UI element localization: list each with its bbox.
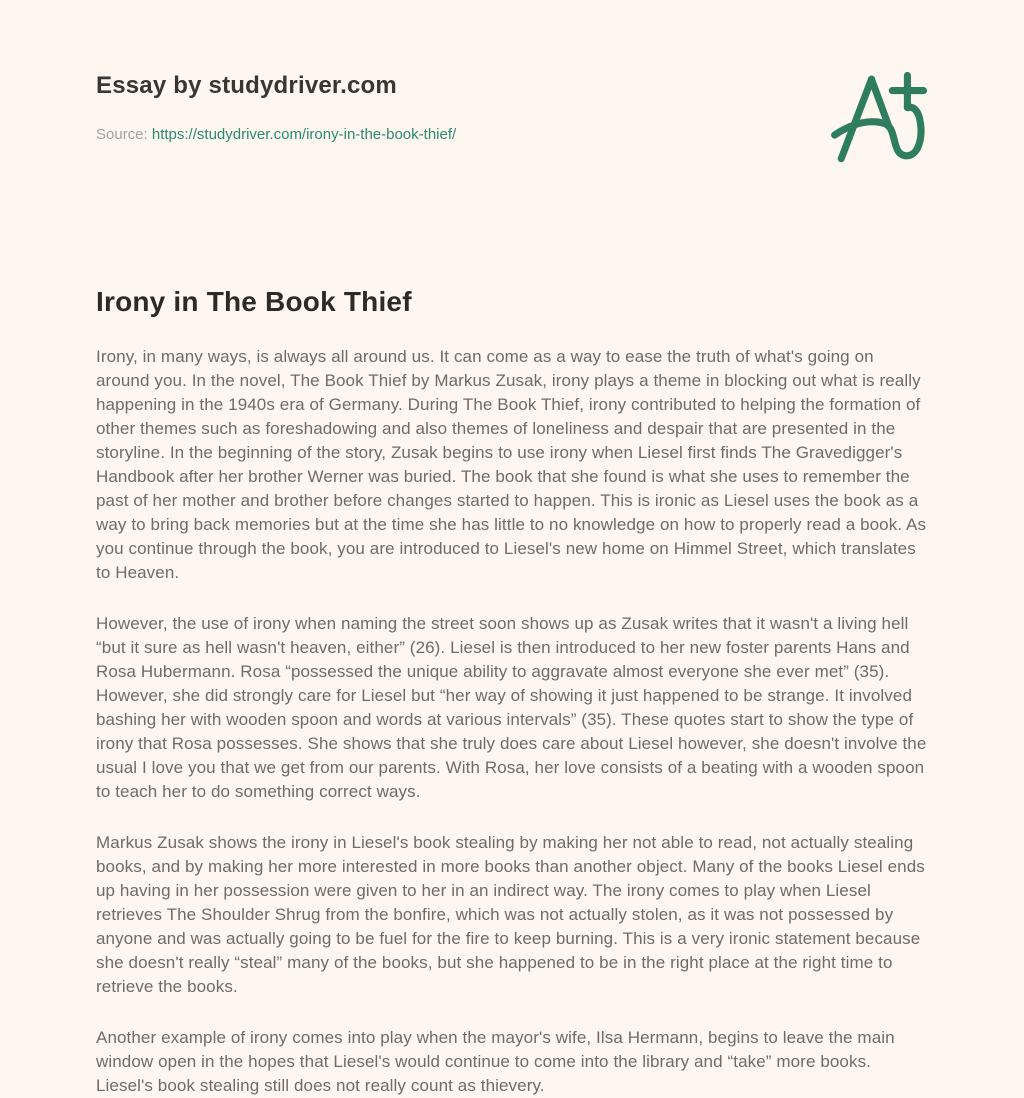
essay-paragraph-1: Irony, in many ways, is always all around us. It can come as a way to ease the truth of what's going on around you. In the novel, The Book Thief by Markus Zusak, irony plays a theme in blocking out what is really happening in the 1940s era of Germany. During The Book Thief, irony contributed to helping the formation of other themes such as foreshadowing and also themes of loneliness and despair that are presented in the storyline. In the beginning of the story, Zusak begins to use irony when Liesel first finds The Gravedigger's Handbook after her brother Werner was buried. The book that she found is what she uses to remember the past of her mother and brother before changes started to happen. This is ironic as Liesel uses the book as a way to bring back memories but at the time she has little to no knowledge on how to properly read a book. As you continue through the book, you are introduced to Liesel's new home on Himmel Street, which translates to Heaven. xyxy=(96,347,927,582)
essay-body xyxy=(96,345,928,1098)
essay-paragraph-3: Markus Zusak shows the irony in Liesel's book stealing by making her not able to read, not actually stealing books, and by making her more interested in more books than another object. Many of the books Liesel ends up having in her possession were given to her in an indirect way. The irony comes to play when Liesel retrieves The Shoulder Shrug from the bonfire, which was not actually stolen, as it was not possessed by anyone and was actually going to be fuel for the fire to keep burning. This is a very ironic statement because she doesn't really “steal” many of the books, but she happened to be in the right place at the right time to retrieve the books. xyxy=(96,833,925,996)
essay-title: Irony in The Book Thief xyxy=(96,286,412,317)
essay-by-heading: Essay by studydriver.com xyxy=(96,72,397,99)
source-link[interactable]: https://studydriver.com/irony-in-the-book-thief/ xyxy=(151,126,457,143)
source-line xyxy=(96,126,456,143)
essay-paragraph-2: However, the use of irony when naming the street soon shows up as Zusak writes that it wasn't a living hell “but it sure as hell wasn't heaven, either” (26). Liesel is then introduced to her new foster parents Hans and Rosa Hubermann. Rosa “possessed the unique ability to aggravate almost everyone she ever met” (35). However, she did strongly care for Liesel but “her way of showing it just happened to be strange. It involved bashing her with wooden spoon and words at various intervals” (35). These quotes start to show the type of irony that Rosa possesses. She shows that she truly does care about Liesel however, she doesn't involve the usual I love you that we get from our parents. With Rosa, her love consists of a beating with a wooden spoon to teach her to do something correct ways. xyxy=(96,614,927,801)
essay-paragraph-4: Another example of irony comes into play when the mayor's wife, Ilsa Hermann, begins to leave the main window open in the hopes that Liesel's would continue to come into the library and “take” more books. Liesel's book stealing still does not really count as thievery. xyxy=(96,1028,895,1095)
source-label: Source: xyxy=(96,126,148,143)
header-text-block xyxy=(96,72,456,143)
page-header xyxy=(96,0,928,172)
a-plus-logo-icon xyxy=(828,64,932,172)
